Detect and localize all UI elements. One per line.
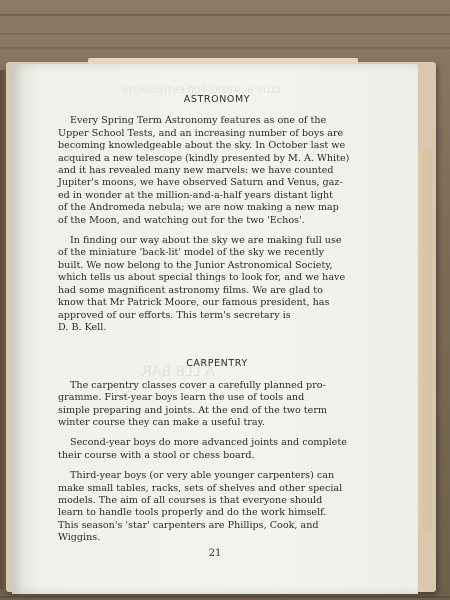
text-line: acquired a new telescope (kindly presented by M. A. White) (58, 152, 350, 164)
astronomy-paragraph-1 (58, 115, 376, 227)
text-line: their course with a stool or chess board. (58, 449, 255, 461)
text-line: approved of our efforts. This term's secretary is (58, 309, 291, 321)
astronomy-heading: ASTRONOMY (183, 94, 251, 105)
text-line: ed in wonder at the million-and-a-half years distant light (58, 189, 334, 201)
text-line: becoming knowledgeable about the sky. In October last we (58, 140, 346, 152)
text-line: D. B. Kell. (58, 321, 107, 333)
text-line: and it has revealed many new marvels: we have counted (58, 165, 334, 177)
text-line: gramme. First-year boys learn the use of tools and (58, 392, 305, 404)
text-line: Jupiter's moons, we have observed Saturn and Venus, gaz- (58, 177, 343, 189)
text-line: This season's 'star' carpenters are Phillips, Cook, and (58, 519, 319, 531)
text-line: make small tables, racks, sets of shelves and other special (58, 482, 343, 494)
text-line: The carpentry classes cover a carefully planned pro- (70, 379, 326, 391)
book-page: CLUB NUMBERS FOR ENTHUSIASTS A LLB BAR ASTRONOMY Every Spring Term Astronomy features as one of the Upper School Tests, and an increasing number of boys are becoming knowledgeable about the sky. In October last we acquired a new telescope (kindly presented by M. A. White) and it has revealed many new marvels: we have counted Jupiter's moons, we have observed Saturn and Venus, gaz- ed in wonder at the million-and-a-half years distant light of the Andromeda nebula; we are now making a new map of the Moon, and watching out for the two 'Echos'. In finding our way about the sky we are making full use of the miniature 'back-lit' model of the sky we recently built. We now belong to the Junior Astronomical Society, which tells us about special things to look for, and we have had some magnificent astronomy films. We are glad to know that Mr Patrick Moore, our famous president, has approved of our efforts. This term's secretary is D. B. Kell. CARPENTRY The carpentry classes cover a carefully planned pro- gramme. First-year boys learn the use of tools and simple preparing and joints. At the end of the two term winter course they can make a useful tray. Second-year boys do more advanced joints and complete their course with a stool or chess board. Third-year boys (or very able younger carpenters) can make small tables, racks, sets of shelves and other special models. The aim of all courses is that everyone should learn to handle tools properly and do the work himself. This season's 'star' carpenters are Phillips, Cook, and Wiggins. 21 (12, 64, 418, 594)
text-line: winter course they can make a useful tray. (58, 416, 265, 428)
text-line: had some magnificent astronomy films. We are glad to (58, 284, 323, 296)
carpentry-paragraph-1 (58, 380, 376, 430)
text-line: of the Moon, and watching out for the two 'Echos'. (58, 214, 305, 226)
carpentry-paragraph-3 (58, 470, 376, 544)
text-line: which tells us about special things to look for, and we have (58, 272, 346, 284)
text-line: of the Andromeda nebula; we are now making a new map (58, 202, 339, 214)
astronomy-paragraph-2 (58, 235, 376, 334)
text-line: know that Mr Patrick Moore, our famous president, has (58, 297, 330, 309)
carpentry-paragraph-2 (58, 437, 376, 462)
text-line: learn to handle tools properly and do the work himself. (58, 507, 327, 519)
text-line: Third-year boys (or very able younger carpenters) can (70, 470, 335, 482)
text-line: Upper School Tests, and an increasing number of boys are (58, 127, 344, 139)
carpentry-heading: CARPENTRY (186, 358, 248, 370)
text-line: Every Spring Term Astronomy features as one of the (70, 115, 327, 127)
text-line: simple preparing and joints. At the end of the two term (58, 404, 327, 416)
text-line: Second-year boys do more advanced joints and complete (70, 437, 347, 449)
text-line: Wiggins. (58, 532, 101, 544)
text-line: built. We now belong to the Junior Astronomical Society, (58, 259, 333, 271)
text-line: In finding our way about the sky we are making full use (70, 235, 342, 247)
page-content (58, 94, 376, 553)
text-line: models. The aim of all courses is that everyone should (58, 494, 323, 506)
text-line: of the miniature 'back-lit' model of the sky we recently (58, 247, 324, 259)
page-number: 21 (208, 548, 222, 559)
